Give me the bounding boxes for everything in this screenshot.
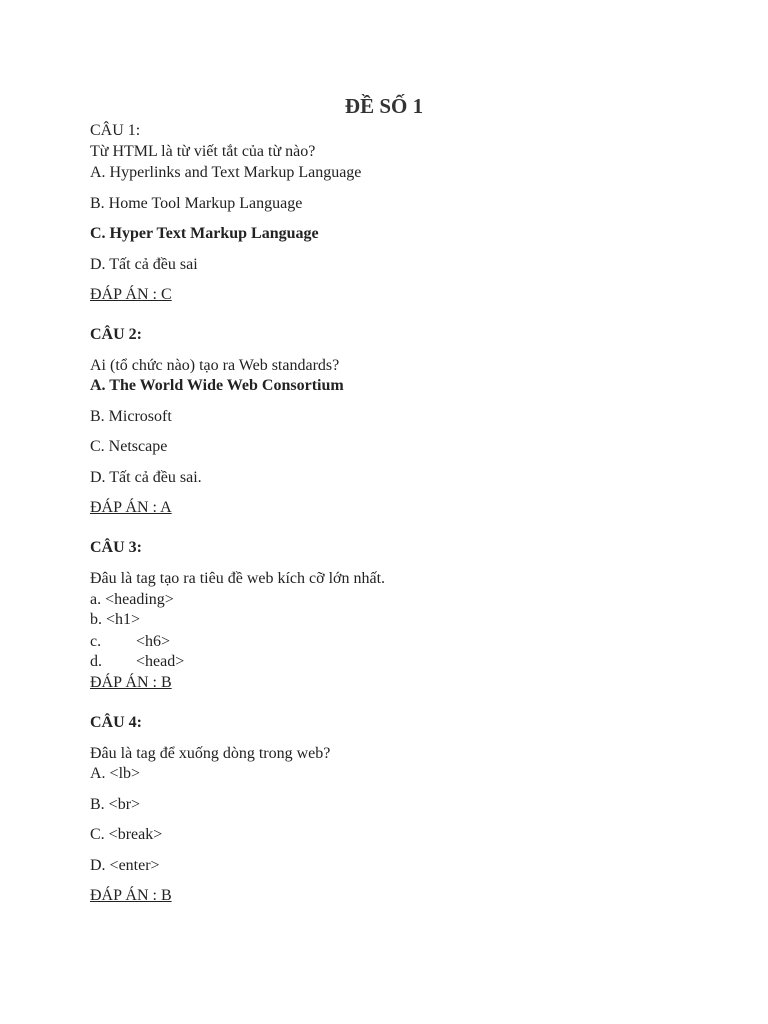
question-4-option-a: A. <lb> [90, 765, 141, 782]
question-1-option-a: A. Hyperlinks and Text Markup Language [90, 164, 362, 181]
question-2-text: Ai (tổ chức nào) tạo ra Web standards? [90, 357, 340, 374]
option-value: <head> [136, 653, 185, 670]
question-4-heading: CÂU 4: [90, 714, 142, 731]
question-4-text: Đâu là tag để xuống dòng trong web? [90, 745, 331, 762]
question-1-option-d: D. Tất cả đều sai [90, 256, 198, 273]
question-2-option-c: C. Netscape [90, 438, 168, 455]
question-3-option-b: b. <h1> [90, 611, 141, 628]
question-2-option-b: B. Microsoft [90, 408, 172, 425]
question-3-option-c [90, 632, 170, 652]
document-title: ĐỀ SỐ 1 [344, 94, 424, 118]
question-1-text: Từ HTML là từ viết tắt của từ nào? [90, 143, 316, 160]
option-letter: d. [90, 653, 102, 670]
question-1-option-b: B. Home Tool Markup Language [90, 195, 303, 212]
question-2-heading: CÂU 2: [90, 326, 142, 343]
question-4-option-d: D. <enter> [90, 857, 160, 874]
question-1-answer: ĐÁP ÁN : C [90, 286, 172, 303]
question-2-option-a: A. The World Wide Web Consortium [90, 377, 344, 394]
question-3-text: Đâu là tag tạo ra tiêu đề web kích cỡ lớn nhất. [90, 570, 386, 587]
option-letter: c. [90, 633, 102, 650]
option-value: <h6> [136, 633, 171, 650]
question-1-heading: CÂU 1: [90, 122, 141, 139]
question-2-answer: ĐÁP ÁN : A [90, 499, 172, 516]
question-3-heading: CÂU 3: [90, 539, 142, 556]
question-3-answer: ĐÁP ÁN : B [90, 674, 172, 691]
question-3-option-d [90, 652, 184, 672]
question-4-option-b: B. <br> [90, 796, 141, 813]
question-2-option-d: D. Tất cả đều sai. [90, 469, 202, 486]
question-1-option-c: C. Hyper Text Markup Language [90, 225, 319, 242]
question-3-option-a: a. <heading> [90, 591, 174, 608]
question-4-answer: ĐÁP ÁN : B [90, 887, 172, 904]
question-4-option-c: C. <break> [90, 826, 163, 843]
